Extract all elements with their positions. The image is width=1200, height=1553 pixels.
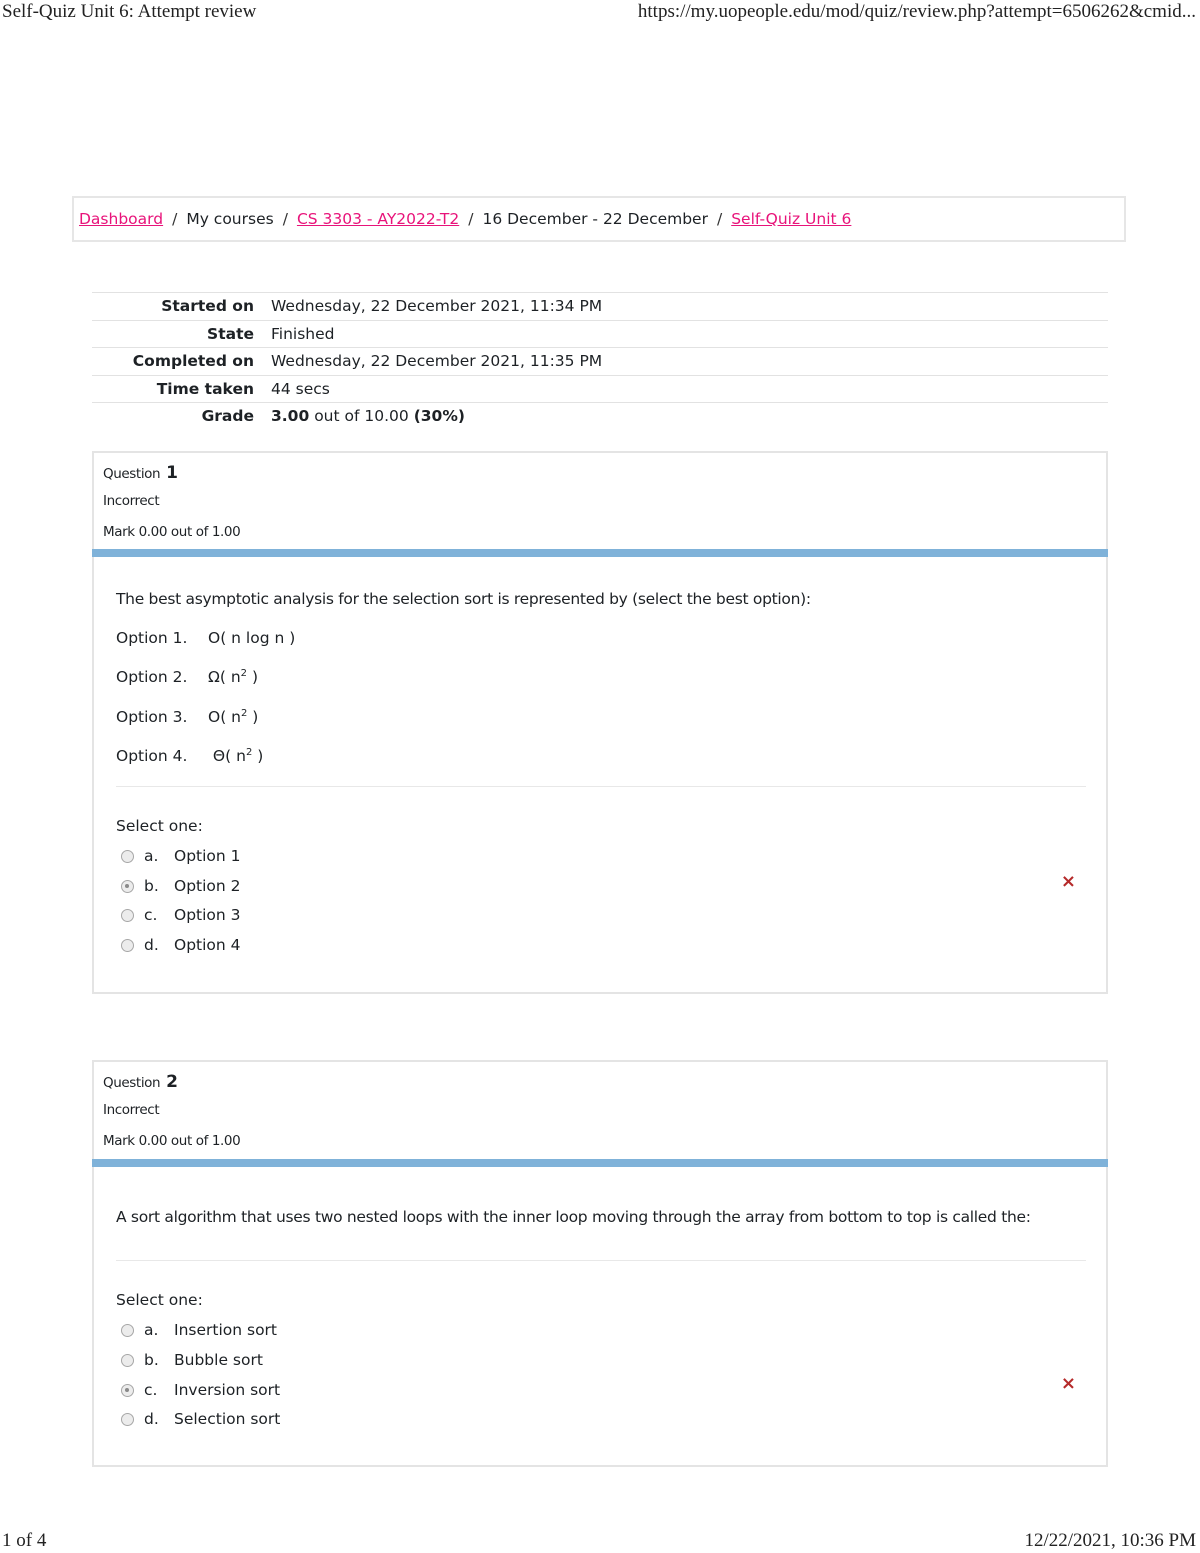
radio-button[interactable] bbox=[121, 1413, 134, 1426]
attempt-summary-table bbox=[92, 292, 1108, 430]
option-label: Option 3. bbox=[116, 708, 188, 727]
question-label: Question bbox=[103, 466, 161, 482]
state-value: Finished bbox=[271, 320, 1108, 348]
print-header bbox=[0, 0, 1200, 26]
radio-button[interactable] bbox=[121, 939, 134, 952]
option-expression-close: ) bbox=[252, 747, 264, 766]
question-mark: Mark 0.00 out of 1.00 bbox=[103, 524, 241, 540]
answer-letter: a. bbox=[144, 1321, 159, 1339]
question-option-1 bbox=[116, 629, 295, 647]
time-taken-label: Time taken bbox=[92, 375, 271, 403]
question-text: A sort algorithm that uses two nested loops with the inner loop moving through the array from bottom to top is called the: bbox=[116, 1208, 1031, 1226]
breadcrumb bbox=[72, 196, 1126, 242]
summary-row-completed bbox=[92, 348, 1108, 376]
answer-option-b[interactable] bbox=[121, 1349, 263, 1371]
radio-button[interactable] bbox=[121, 1354, 134, 1367]
summary-row-started bbox=[92, 293, 1108, 321]
option-exponent: 2 bbox=[241, 708, 248, 719]
answer-option-d[interactable] bbox=[121, 934, 241, 956]
question-state: Incorrect bbox=[103, 493, 160, 509]
breadcrumb-separator: / bbox=[282, 210, 288, 228]
option-exponent: 2 bbox=[240, 668, 248, 679]
question-2-divider-bar bbox=[92, 1159, 1108, 1167]
grade-value bbox=[271, 403, 1108, 430]
answer-letter: b. bbox=[144, 1351, 159, 1369]
question-text: The best asymptotic analysis for the selection sort is represented by (select the best option): bbox=[116, 590, 811, 608]
question-1-divider-bar bbox=[92, 549, 1108, 557]
summary-row-state bbox=[92, 320, 1108, 348]
option-expression: Θ( n bbox=[208, 747, 246, 766]
question-divider bbox=[116, 786, 1086, 787]
answer-option-b[interactable] bbox=[121, 875, 241, 897]
answer-option-c[interactable] bbox=[121, 1379, 280, 1401]
question-option-4 bbox=[116, 747, 263, 765]
answer-text: Selection sort bbox=[174, 1410, 281, 1428]
grade-out-of: out of 10.00 bbox=[314, 407, 409, 426]
option-expression: Ω( n bbox=[208, 668, 241, 687]
question-2-info bbox=[92, 1060, 1108, 1161]
grade-score: 3.00 bbox=[271, 407, 310, 426]
answer-letter: c. bbox=[144, 1381, 158, 1399]
radio-button-selected[interactable] bbox=[121, 1384, 134, 1397]
answer-text: Inversion sort bbox=[174, 1381, 281, 1399]
summary-row-grade bbox=[92, 403, 1108, 430]
question-number bbox=[103, 1072, 178, 1092]
grade-percent: (30%) bbox=[413, 407, 465, 426]
breadcrumb-week: 16 December - 22 December bbox=[482, 210, 708, 228]
started-label: Started on bbox=[92, 293, 271, 321]
answer-text: Option 2 bbox=[174, 877, 241, 895]
breadcrumb-separator: / bbox=[716, 210, 723, 228]
completed-label: Completed on bbox=[92, 348, 271, 376]
question-option-2 bbox=[116, 668, 258, 686]
question-state: Incorrect bbox=[103, 1102, 160, 1118]
question-number-value: 1 bbox=[166, 463, 178, 483]
question-1-content bbox=[92, 557, 1108, 994]
started-value: Wednesday, 22 December 2021, 11:34 PM bbox=[271, 293, 1108, 321]
print-page-title: Self-Quiz Unit 6: Attempt review bbox=[2, 1, 257, 22]
answer-text: Option 3 bbox=[174, 906, 241, 924]
summary-row-time bbox=[92, 375, 1108, 403]
grade-label: Grade bbox=[92, 403, 271, 430]
option-expression-close: ) bbox=[247, 708, 259, 727]
breadcrumb-dashboard-link[interactable]: Dashboard bbox=[79, 210, 164, 228]
incorrect-icon: × bbox=[1060, 1373, 1076, 1394]
answer-letter: d. bbox=[144, 1410, 159, 1428]
option-expression: O( n bbox=[208, 708, 241, 727]
print-footer bbox=[0, 1528, 1200, 1552]
option-exponent: 2 bbox=[245, 747, 253, 758]
option-label: Option 4. bbox=[116, 747, 188, 766]
state-label: State bbox=[92, 320, 271, 348]
answer-option-a[interactable] bbox=[121, 1319, 277, 1341]
breadcrumb-quiz-link[interactable]: Self-Quiz Unit 6 bbox=[731, 210, 852, 228]
answer-letter: d. bbox=[144, 936, 159, 954]
option-expression: O( n log n ) bbox=[208, 629, 296, 647]
answer-text: Insertion sort bbox=[174, 1321, 278, 1339]
breadcrumb-my-courses: My courses bbox=[186, 210, 274, 228]
question-number bbox=[103, 463, 178, 483]
answer-letter: b. bbox=[144, 877, 159, 895]
option-expression-close: ) bbox=[247, 668, 259, 687]
answer-text: Option 4 bbox=[174, 936, 241, 954]
radio-button[interactable] bbox=[121, 1324, 134, 1337]
radio-button-selected[interactable] bbox=[121, 880, 134, 893]
answer-option-c[interactable] bbox=[121, 904, 241, 926]
print-page-number: 1 of 4 bbox=[2, 1530, 47, 1551]
time-taken-value: 44 secs bbox=[271, 375, 1108, 403]
breadcrumb-separator: / bbox=[468, 210, 474, 228]
incorrect-icon: × bbox=[1060, 871, 1076, 892]
select-one-prompt: Select one: bbox=[116, 817, 203, 835]
question-divider bbox=[116, 1260, 1086, 1261]
question-label: Question bbox=[103, 1075, 161, 1091]
radio-button[interactable] bbox=[121, 850, 134, 863]
question-2-content bbox=[92, 1167, 1108, 1467]
answer-text: Bubble sort bbox=[174, 1351, 263, 1369]
print-page-url: https://my.uopeople.edu/mod/quiz/review.php?attempt=6506262&cmid... bbox=[637, 1, 1196, 22]
option-label: Option 2. bbox=[116, 668, 188, 687]
print-datetime: 12/22/2021, 10:36 PM bbox=[1024, 1530, 1196, 1551]
option-label: Option 1. bbox=[116, 629, 188, 647]
breadcrumb-separator: / bbox=[172, 210, 178, 228]
radio-button[interactable] bbox=[121, 909, 134, 922]
question-option-3 bbox=[116, 708, 258, 726]
question-1-info bbox=[92, 451, 1108, 551]
select-one-prompt: Select one: bbox=[116, 1291, 203, 1309]
question-number-value: 2 bbox=[166, 1072, 178, 1092]
question-mark: Mark 0.00 out of 1.00 bbox=[103, 1133, 241, 1149]
answer-letter: a. bbox=[144, 847, 159, 865]
completed-value: Wednesday, 22 December 2021, 11:35 PM bbox=[271, 348, 1108, 376]
breadcrumb-course-link[interactable]: CS 3303 - AY2022-T2 bbox=[296, 210, 460, 228]
answer-text: Option 1 bbox=[174, 847, 241, 865]
answer-option-d[interactable] bbox=[121, 1408, 280, 1430]
answer-letter: c. bbox=[144, 906, 158, 924]
answer-option-a[interactable] bbox=[121, 845, 241, 867]
